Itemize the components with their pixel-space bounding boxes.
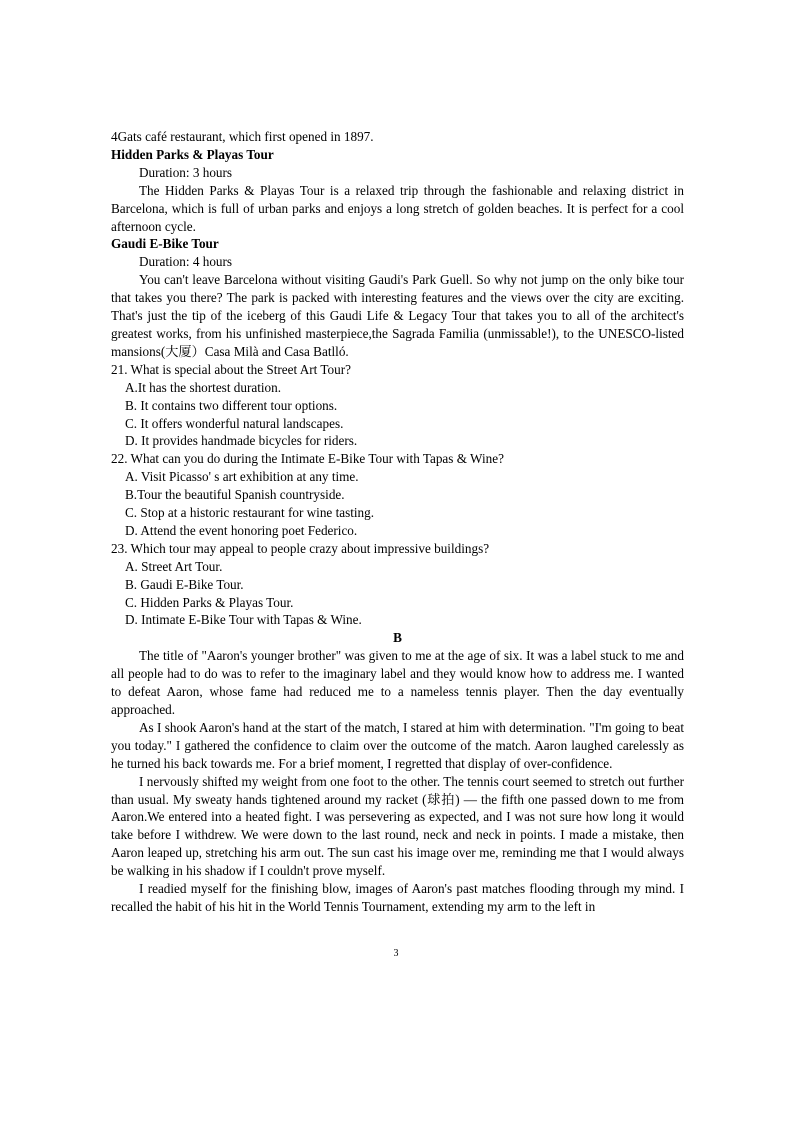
- passage-paragraph: I nervously shifted my weight from one foot to the other. The tennis court seemed to stretch out further than usual. My sweaty hands tightened around my racket (球拍) — the fifth one passed down to me from Aaron.We entered into a heated fight. I was persevering as expected, and I was not sure how long it would take before I withdrew. We were down to the last round, neck and neck in points. I made a mistake, then Aaron leaped up, stretching his arm out. The sun cast his image over me, reminding me that I would always be walking in his shadow if I couldn't prove myself.: [111, 773, 684, 879]
- document-body: [111, 128, 684, 916]
- question-23-option-a: A. Street Art Tour.: [125, 558, 223, 574]
- question-21: 21. What is special about the Street Art Tour?: [111, 361, 351, 377]
- intro-line: 4Gats café restaurant, which first opened in 1897.: [111, 129, 374, 144]
- passage-paragraph: I readied myself for the finishing blow, images of Aaron's past matches flooding through my mind. I recalled the habit of his hit in the World Tennis Tournament, extending my arm to the left in: [111, 881, 684, 914]
- page-number: 3: [393, 948, 399, 959]
- question-23-option-b: B. Gaudi E-Bike Tour.: [125, 576, 244, 592]
- tour1-title: Hidden Parks & Playas Tour: [111, 146, 274, 162]
- question-23-option-d: D. Intimate E-Bike Tour with Tapas & Wine.: [125, 612, 362, 628]
- tour2-description: You can't leave Barcelona without visiting Gaudi's Park Guell. So why not jump on the only bike tour that takes you there? The park is packed with interesting features and the views over the city are exciting. That's just the tip of the iceberg of this Gaudi Life & Legacy Tour that takes you to all of the architect's greatest works, from his unfinished masterpiece,the Sagrada Familia (unmissable!), to the UNESCO-listed mansions(大厦）Casa Milà and Casa Batlló.: [111, 272, 684, 359]
- tour2-duration: Duration: 4 hours: [139, 254, 233, 270]
- section-b-heading: B: [393, 630, 402, 646]
- question-22-option-d: D. Attend the event honoring poet Federico.: [125, 522, 358, 538]
- tour1-description: The Hidden Parks & Playas Tour is a relaxed trip through the fashionable and relaxing district in Barcelona, which is full of urban parks and enjoys a long stretch of golden beaches. It is perfect for a cool afternoon cycle.: [111, 182, 684, 234]
- question-22-option-b: B.Tour the beautiful Spanish countryside.: [125, 487, 345, 503]
- question-22-option-c: C. Stop at a historic restaurant for wine tasting.: [125, 505, 375, 521]
- question-22: 22. What can you do during the Intimate E-Bike Tour with Tapas & Wine?: [111, 451, 504, 467]
- question-23-option-c: C. Hidden Parks & Playas Tour.: [125, 594, 294, 610]
- tour2-title: Gaudi E-Bike Tour: [111, 236, 219, 252]
- question-21-option-d: D. It provides handmade bicycles for riders.: [125, 433, 358, 449]
- tour1-duration: Duration: 3 hours: [139, 164, 233, 180]
- question-21-option-b: B. It contains two different tour options.: [125, 397, 338, 413]
- question-21-option-c: C. It offers wonderful natural landscapes.: [125, 415, 344, 431]
- question-22-option-a: A. Visit Picasso' s art exhibition at any time.: [125, 469, 359, 485]
- passage-paragraph: As I shook Aaron's hand at the start of the match, I stared at him with determination. "I'm going to beat you today." I gathered the confidence to claim over the outcome of the match. Aaron laughed carelessly as he turned his back towards me. For a brief moment, I regretted that display of over-confidence.: [111, 719, 684, 771]
- question-21-option-a: A.It has the shortest duration.: [125, 379, 282, 395]
- passage-paragraph: The title of "Aaron's younger brother" was given to me at the age of six. It was a label stuck to me and all people had to do was to refer to the imaginary label and they would know how to address me. I wanted to defeat Aaron, whose fame had reduced me to a nameless tennis player. Then the day eventually approached.: [111, 648, 684, 717]
- question-23: 23. Which tour may appeal to people crazy about impressive buildings?: [111, 540, 490, 556]
